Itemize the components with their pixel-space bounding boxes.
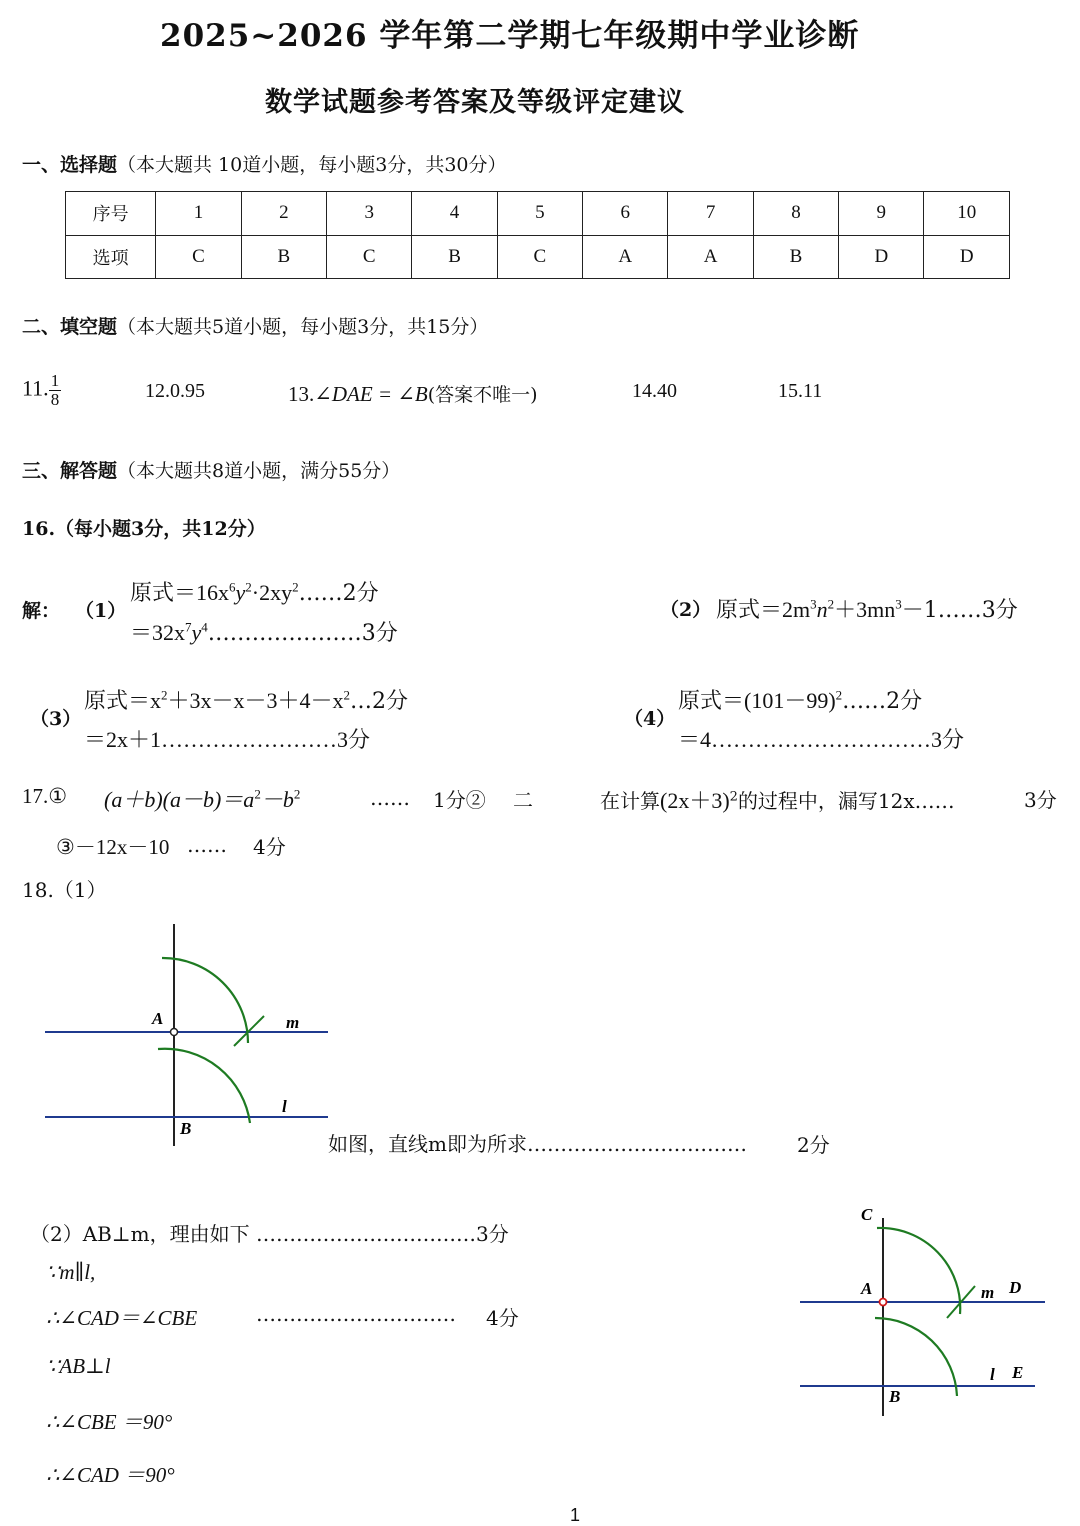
q16-part3-line2: ＝2x＋1……………………3分 xyxy=(84,727,371,752)
section2-heading: 二、填空题 xyxy=(22,316,118,338)
q17-line2-score: 4分 xyxy=(253,835,286,859)
q16-part1-line2: $=32x^7y^4\dots\dots\dots\dots\dots\dots\dots 3$分 xyxy=(130,619,398,646)
q18-part2-line1: （2）AB⊥m，理由如下 ……………………………3分 xyxy=(30,1222,509,1246)
arc-lower xyxy=(158,1049,250,1123)
label-c: C xyxy=(861,1205,873,1224)
answer-q15: 15.11 xyxy=(778,380,823,402)
math-text: ＝(101－99) xyxy=(722,688,836,713)
text: 在计算 xyxy=(600,789,660,813)
q18-part2-line5: ∴∠CBE ＝90° xyxy=(46,1410,173,1434)
table-header-number: 序号 xyxy=(66,192,156,236)
q16-part1-label: （1） xyxy=(75,600,127,622)
table-cell-number: 3 xyxy=(327,192,412,236)
point-a xyxy=(171,1029,178,1036)
table-cell-answer: A xyxy=(668,235,753,279)
label-m: m xyxy=(981,1283,995,1302)
table-cell-number: 6 xyxy=(583,192,668,236)
q18-part2-line6: ∴∠CAD ＝90° xyxy=(46,1463,175,1487)
table-cell-answer: A xyxy=(583,235,668,279)
table-cell-answer: B xyxy=(753,235,838,279)
answer-table-number-row xyxy=(66,192,1010,236)
q18-part2-line3-dots: ………………………… xyxy=(256,1302,456,1326)
label-l: l xyxy=(282,1097,287,1116)
q17-er: 二 xyxy=(513,788,533,812)
label-a: A xyxy=(861,1279,873,1298)
score-text: ……2分 xyxy=(298,581,379,606)
q17-dots1: …… xyxy=(370,786,410,810)
table-cell-number: 2 xyxy=(241,192,326,236)
math-text: ＋3mn xyxy=(834,597,896,622)
section2-note: （本大题共5道小题，每小题3分，共15分） xyxy=(117,316,489,338)
q17-line2-expression: ③－12x－10 xyxy=(56,835,170,859)
math-text: n xyxy=(816,597,828,622)
section1-heading-row xyxy=(22,150,507,177)
table-cell-number: 5 xyxy=(497,192,582,236)
yuanshi-label: 原式 xyxy=(84,689,129,714)
table-cell-number: 10 xyxy=(924,192,1010,236)
construction-figure-1 xyxy=(40,918,340,1148)
section3-heading: 三、解答题 xyxy=(22,460,118,482)
table-cell-number: 8 xyxy=(753,192,838,236)
label-a: A xyxy=(152,1009,164,1028)
q18-part2-line4: ∵AB⊥l xyxy=(46,1354,111,1378)
q16-part4-line2: ＝4…………………………3分 xyxy=(678,727,965,752)
page-subtitle: 数学试题参考答案及等级评定建议 xyxy=(265,87,685,118)
table-cell-answer: B xyxy=(412,235,497,279)
answer-q12: 12.0.95 xyxy=(145,380,205,402)
q16-part3-label: （3） xyxy=(30,708,82,730)
q11-denominator: 8 xyxy=(50,390,60,409)
construction-figure-2 xyxy=(795,1196,1055,1420)
point-a xyxy=(880,1299,887,1306)
math-text: ＝x xyxy=(128,688,162,713)
table-cell-answer: D xyxy=(924,235,1010,279)
q17-score1: 1分② xyxy=(433,788,486,812)
q16-part3-line1: 原式$=x^2+3x-x-3+4-x^2\dots 2$分 xyxy=(84,687,409,714)
math-text: ＝2m xyxy=(760,597,811,622)
answer-q13 xyxy=(288,380,538,407)
label-e: E xyxy=(1012,1363,1024,1382)
q13-note: (答案不唯一) xyxy=(427,384,538,406)
q16-part4-line1: 原式$=(101-99)^2\dots\dots 2$分 xyxy=(678,687,923,714)
label-m: m xyxy=(286,1013,300,1032)
yuanshi-label: 原式 xyxy=(716,598,761,623)
section2-heading-row xyxy=(22,312,488,339)
math-text: ＝32x xyxy=(130,620,186,645)
q17-line2-dots: …… xyxy=(187,833,227,857)
score-text: …2分 xyxy=(350,689,409,714)
math-text: －b xyxy=(260,787,294,812)
q11-label: 11. xyxy=(22,375,49,401)
q17-score2: 3分 xyxy=(1024,788,1057,812)
table-cell-answer: C xyxy=(497,235,582,279)
q13-label: 13. xyxy=(288,382,315,406)
dots: …… xyxy=(914,789,955,813)
table-cell-answer: C xyxy=(156,235,241,279)
answer-q14: 14.40 xyxy=(632,380,677,402)
table-cell-answer: D xyxy=(839,235,924,279)
section3-note: （本大题共8道小题，满分55分） xyxy=(117,460,401,482)
section1-note: （本大题共 10道小题，每小题3分，共30分） xyxy=(117,154,507,176)
section1-heading: 一、选择题 xyxy=(22,154,118,176)
answer-q11 xyxy=(22,372,61,409)
q18-part2-line3: ∴∠CAD＝∠CBE xyxy=(46,1306,198,1330)
math-text: y xyxy=(191,620,202,645)
q18-caption: 如图，直线m即为所求…………………………… xyxy=(328,1132,747,1156)
math-text: ＝16x xyxy=(174,580,230,605)
q16-title: 16.（每小题3分，共12分） xyxy=(22,518,266,540)
label-b: B xyxy=(889,1387,901,1406)
q13-expression: ∠DAE = ∠B xyxy=(314,382,428,406)
page-title: 2025~2026 学年第二学期七年级期中学业诊断 xyxy=(160,18,860,54)
math-text: (2x＋3) xyxy=(660,788,730,813)
answer-table-answer-row xyxy=(66,235,1010,279)
yuanshi-label: 原式 xyxy=(678,689,723,714)
math-text: ＋3x－x－3＋4－x xyxy=(167,688,344,713)
q16-part4-label: （4） xyxy=(624,708,676,730)
label-b: B xyxy=(180,1119,192,1138)
section3-heading-row xyxy=(22,456,400,483)
table-cell-number: 9 xyxy=(839,192,924,236)
table-cell-number: 4 xyxy=(412,192,497,236)
table-cell-answer: C xyxy=(327,235,412,279)
q18-part2-line3-score: 4分 xyxy=(486,1306,519,1330)
math-text: y xyxy=(235,580,246,605)
q16-part2-label: （2） xyxy=(660,599,712,621)
text: 的过程中，漏写12x xyxy=(737,789,915,813)
label-l: l xyxy=(990,1365,995,1384)
q16-jie: 解： xyxy=(22,600,61,622)
table-header-answer: 选项 xyxy=(66,235,156,279)
table-cell-number: 7 xyxy=(668,192,753,236)
q18-part2-line2: ∵m∥l, xyxy=(46,1260,96,1284)
q16-part2-line: 原式$=2m^3n^2+3mn^3-1\dots\dots 3$分 xyxy=(716,596,1018,623)
q17-explanation: 在计算$(2x+3)^2$的过程中，漏写12x…… xyxy=(600,788,955,813)
q11-numerator: 1 xyxy=(50,371,60,390)
answer-table xyxy=(65,191,1010,279)
q17-label: 17.① xyxy=(22,784,68,808)
math-text: ·2xy xyxy=(251,580,293,605)
table-cell-answer: B xyxy=(241,235,326,279)
yuanshi-label: 原式 xyxy=(130,581,175,606)
q16-part1-line1: 原式$=16x^6y^2\cdot 2xy^2\dots\dots 2$分 xyxy=(130,579,379,606)
score-text: ……2分 xyxy=(842,689,923,714)
page-number: 1 xyxy=(570,1505,581,1525)
arc-lower xyxy=(875,1318,957,1396)
q17-expression: $(a+b)(a-b)=a^2-b^2$ xyxy=(104,786,301,812)
q11-fraction xyxy=(49,372,62,409)
score-text: －1……3分 xyxy=(901,598,1018,623)
table-cell-number: 1 xyxy=(156,192,241,236)
math-text: (a＋b)(a－b)＝a xyxy=(104,787,255,812)
label-d: D xyxy=(1009,1278,1022,1297)
score-text: …………………3分 xyxy=(207,621,398,646)
q18-caption-score: 2分 xyxy=(797,1133,830,1157)
q18-label: 18.（1） xyxy=(22,878,107,902)
